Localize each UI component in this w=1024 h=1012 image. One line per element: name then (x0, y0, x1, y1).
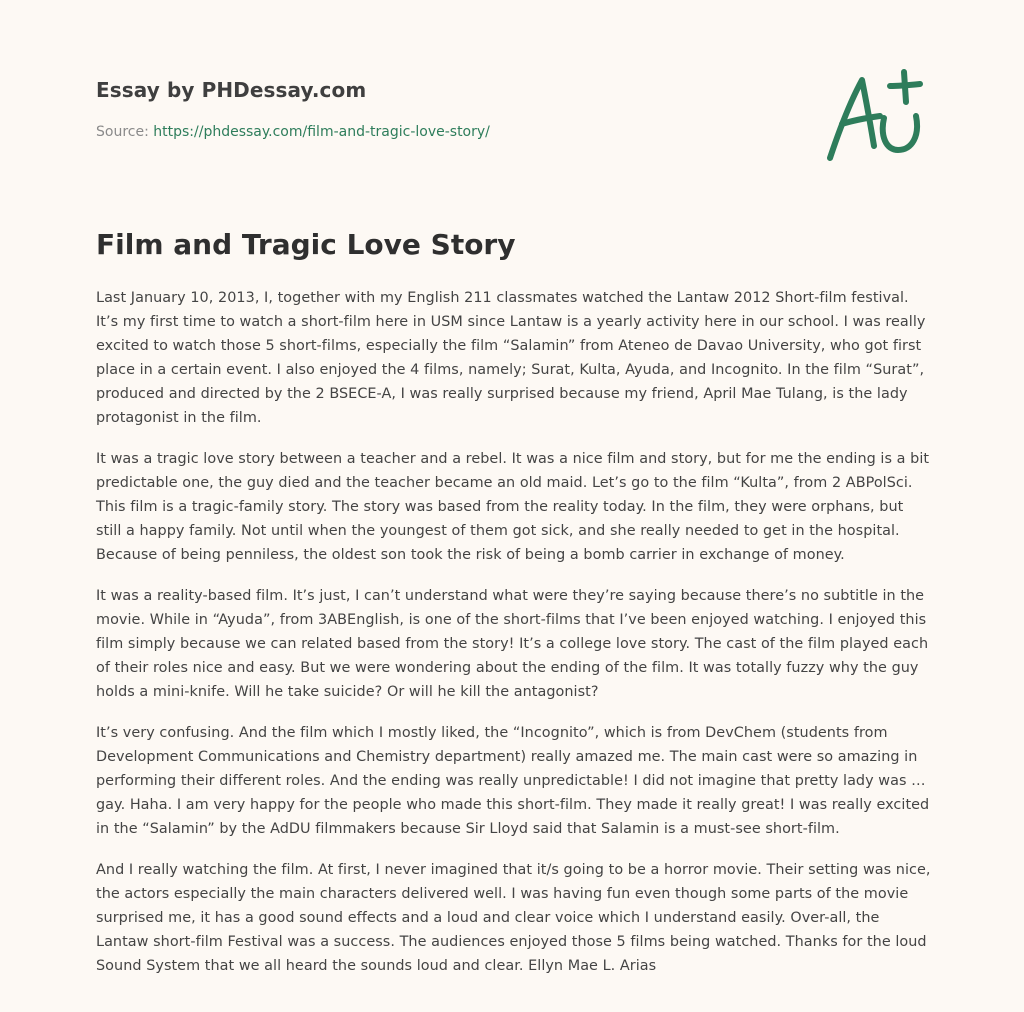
essay-paragraph: Last January 10, 2013, I, together with my English 211 classmates watched the Lantaw 2012 Short-film festival. It’s my first time to watch a short-film here in USM since Lantaw is a yearly activity here in our school. I was really excited to watch those 5 short-films, especially the film “Salamin” from Ateneo de Davao University, who got first place in a certain event. I also enjoyed the 4 films, namely; Surat, Kulta, Ayuda, and Incognito. In the film “Surat”, produced and directed by the 2 BSECE-A, I was really surprised because my friend, April Mae Tulang, is the lady protagonist in the film. (96, 290, 926, 426)
essay-paragraph: It was a reality-based film. It’s just, I can’t understand what were they’re saying because there’s no subtitle in the movie. While in “Ayuda”, from 3ABEnglish, is one of the short-films that I’ve been enjoyed watching. I enjoyed this film simply because we can related based from the story! It’s a college love story. The cast of the film played each of their roles nice and easy. But we were wondering about the ending of the film. It was totally fuzzy why the guy holds a mini-knife. Will he take suicide? Or will he kill the antagonist? (96, 588, 929, 700)
essay-paragraph: It’s very confusing. And the film which I mostly liked, the “Incognito”, which is from DevChem (students from Development Communications and Chemistry department) really amazed me. The main cast were so amazing in performing their different roles. And the ending was really unpredictable! I did not imagine that pretty lady was … gay. Haha. I am very happy for the people who made this short-film. They made it really great! I was really excited in the “Salamin” by the AdDU filmmakers because Sir Lloyd said that Salamin is a must-see short-film. (96, 725, 930, 837)
essay-body (96, 286, 932, 995)
page-header (96, 76, 796, 142)
essay-paragraph: It was a tragic love story between a teacher and a rebel. It was a nice film and story, but for me the ending is a bit predictable one, the guy died and the teacher became an old maid. Let’s go to the film “Kulta”, from 2 ABPolSci. This film is a tragic-family story. The story was based from the reality today. In the film, they were orphans, but still a happy family. Not until when the youngest of them got sick, and she really needed to get in the hospital. Because of being penniless, the oldest son took the risk of being a bomb carrier in exchange of money. (96, 451, 930, 563)
a-plus-logo-icon (818, 66, 928, 166)
essay-paragraph: And I really watching the film. At first, I never imagined that it/s going to be a horror movie. Their setting was nice, the actors especially the main characters delivered well. I was having fun even though some parts of the movie surprised me, it has a good sound effects and a loud and clear voice which I understand easily. Over-all, the Lantaw short-film Festival was a success. The audiences enjoyed those 5 films being watched. Thanks for the loud Sound System that we all heard the sounds loud and clear. Ellyn Mae L. Arias (96, 862, 931, 974)
source-label: Source: (96, 124, 154, 140)
source-link[interactable]: https://phdessay.com/film-and-tragic-love-story/ (153, 124, 490, 140)
site-brand: Essay by PHDessay.com (96, 78, 367, 102)
essay-title: Film and Tragic Love Story (96, 228, 516, 261)
source-line (96, 122, 796, 142)
